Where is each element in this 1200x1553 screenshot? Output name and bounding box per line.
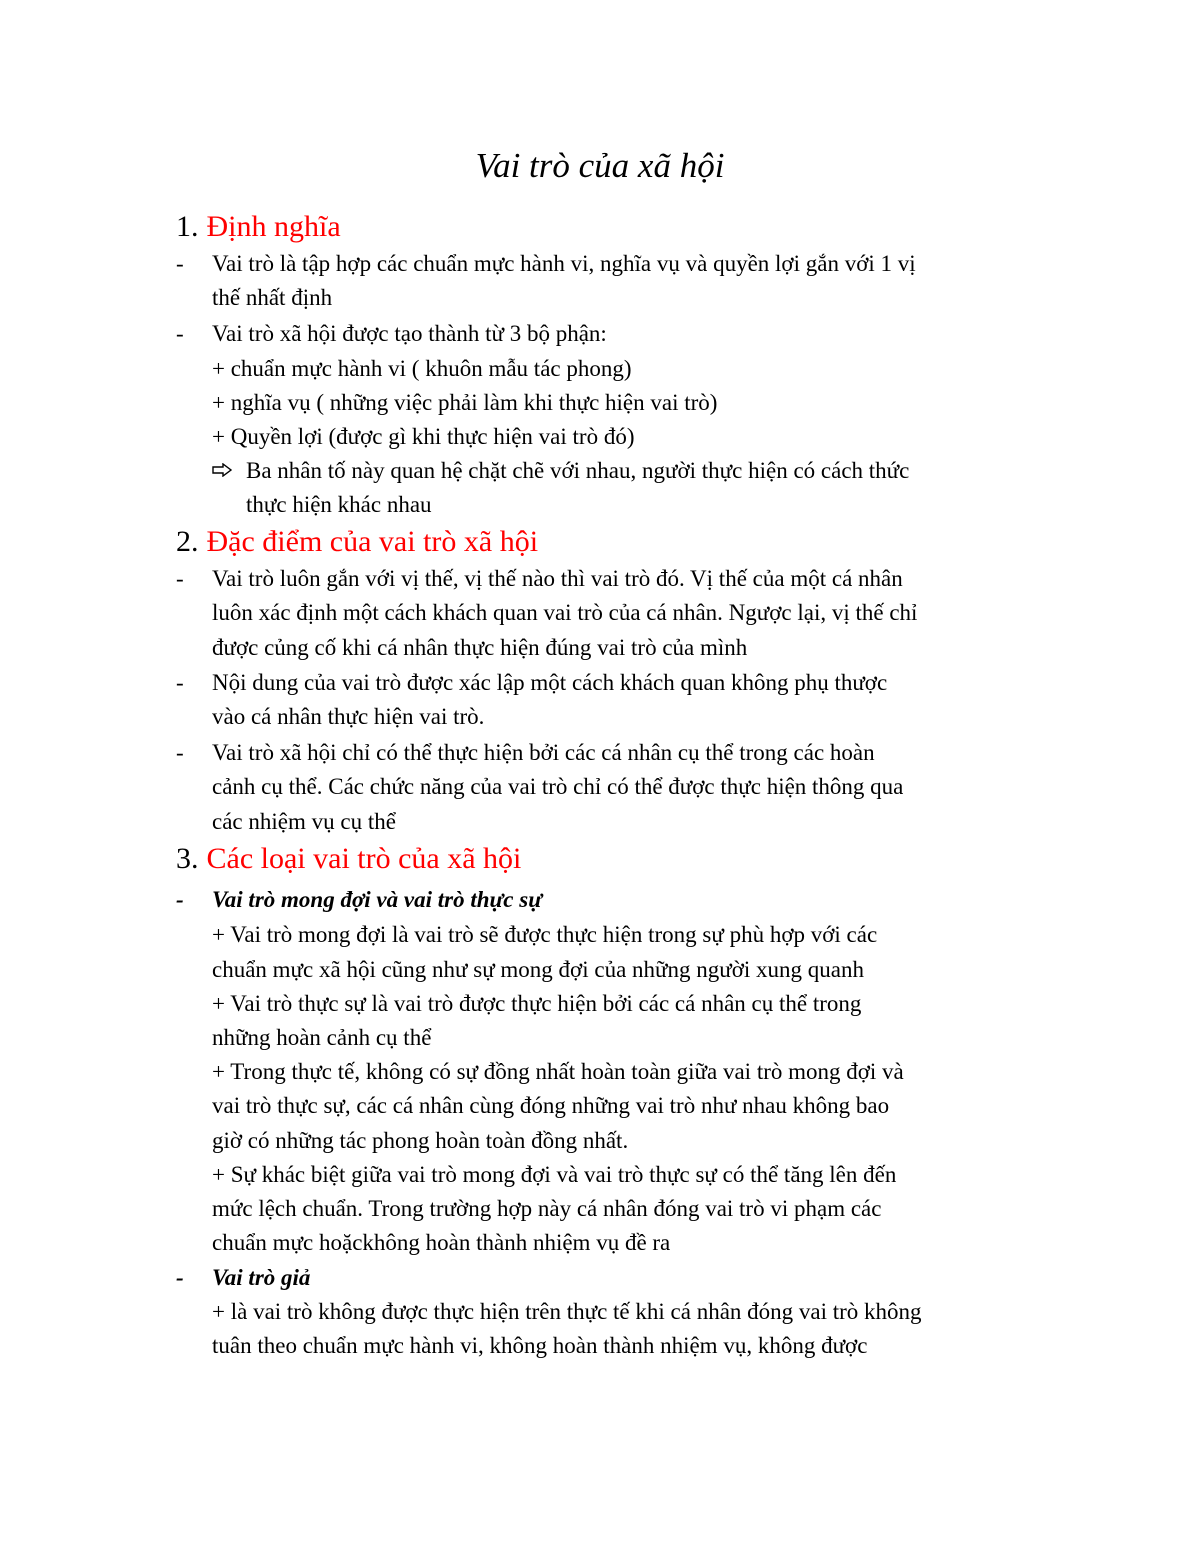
section-number: 2. [176, 525, 199, 558]
paragraph-line: thực hiện khác nhau [246, 492, 432, 517]
section-title: Định nghĩa [206, 210, 341, 243]
document-title: Vai trò của xã hội [475, 146, 725, 185]
bullet-dash: - [176, 1265, 184, 1290]
section-number: 1. [176, 210, 199, 243]
paragraph-line: Vai trò luôn gắn với vị thế, vị thế nào thì vai trò đó. Vị thế của một cá nhân [212, 566, 903, 591]
section-1-heading [176, 207, 341, 247]
paragraph-line: + Vai trò mong đợi là vai trò sẽ được thực hiện trong sự phù hợp với các [212, 922, 878, 947]
paragraph-line: vào cá nhân thực hiện vai trò. [212, 704, 485, 729]
paragraph-line: Ba nhân tố này quan hệ chặt chẽ với nhau, người thực hiện có cách thức [246, 458, 910, 483]
bullet-dash: - [176, 670, 184, 695]
section-number: 3. [176, 842, 199, 875]
plus-item: + chuẩn mực hành vi ( khuôn mẫu tác phong) [212, 356, 632, 381]
section-3-heading [176, 839, 521, 879]
paragraph-line: + là vai trò không được thực hiện trên thực tế khi cá nhân đóng vai trò không [212, 1299, 922, 1324]
paragraph-line: mức lệch chuẩn. Trong trường hợp này cá nhân đóng vai trò vi phạm các [212, 1196, 882, 1221]
paragraph-line: giờ có những tác phong hoàn toàn đồng nhất. [212, 1128, 629, 1153]
section-title: Các loại vai trò của xã hội [206, 842, 522, 875]
section-2-heading [176, 522, 538, 562]
bullet-dash: - [176, 251, 184, 276]
paragraph-line: chuẩn mực hoặckhông hoàn thành nhiệm vụ đề ra [212, 1230, 671, 1255]
right-arrow-icon [212, 463, 232, 477]
paragraph-line: Vai trò là tập hợp các chuẩn mực hành vi, nghĩa vụ và quyền lợi gắn với 1 vị [212, 251, 916, 276]
paragraph-line: Vai trò xã hội được tạo thành từ 3 bộ phận: [212, 321, 607, 346]
paragraph-line: + Sự khác biệt giữa vai trò mong đợi và vai trò thực sự có thể tăng lên đến [212, 1162, 897, 1187]
paragraph-line: luôn xác định một cách khách quan vai trò của cá nhân. Ngược lại, vị thế chỉ [212, 600, 918, 625]
paragraph-line: vai trò thực sự, các cá nhân cùng đóng những vai trò như nhau không bao [212, 1093, 890, 1118]
bullet-dash: - [176, 321, 184, 346]
paragraph-line: tuân theo chuẩn mực hành vi, không hoàn thành nhiệm vụ, không được [212, 1333, 868, 1358]
plus-item: + nghĩa vụ ( những việc phải làm khi thực hiện vai trò) [212, 390, 718, 415]
paragraph-line: Nội dung của vai trò được xác lập một cách khách quan không phụ thược [212, 670, 888, 695]
subheading: Vai trò mong đợi và vai trò thực sự [212, 887, 542, 912]
paragraph-line: được củng cố khi cá nhân thực hiện đúng vai trò của mình [212, 635, 748, 660]
paragraph-line: + Vai trò thực sự là vai trò được thực hiện bởi các cá nhân cụ thể trong [212, 991, 862, 1016]
subheading: Vai trò giả [212, 1265, 311, 1290]
paragraph-line: những hoàn cảnh cụ thể [212, 1025, 432, 1050]
paragraph-line: thế nhất định [212, 285, 333, 310]
bullet-dash: - [176, 566, 184, 591]
paragraph-line: Vai trò xã hội chỉ có thể thực hiện bởi các cá nhân cụ thể trong các hoàn [212, 740, 875, 765]
bullet-dash: - [176, 887, 184, 912]
plus-item: + Quyền lợi (được gì khi thực hiện vai trò đó) [212, 424, 635, 449]
section-title: Đặc điểm của vai trò xã hội [206, 525, 539, 558]
bullet-dash: - [176, 740, 184, 765]
paragraph-line: + Trong thực tế, không có sự đồng nhất hoàn toàn giữa vai trò mong đợi và [212, 1059, 904, 1084]
paragraph-line: cảnh cụ thể. Các chức năng của vai trò chỉ có thể được thực hiện thông qua [212, 774, 904, 799]
paragraph-line: chuẩn mực xã hội cũng như sự mong đợi của những người xung quanh [212, 957, 864, 982]
paragraph-line: các nhiệm vụ cụ thể [212, 809, 396, 834]
